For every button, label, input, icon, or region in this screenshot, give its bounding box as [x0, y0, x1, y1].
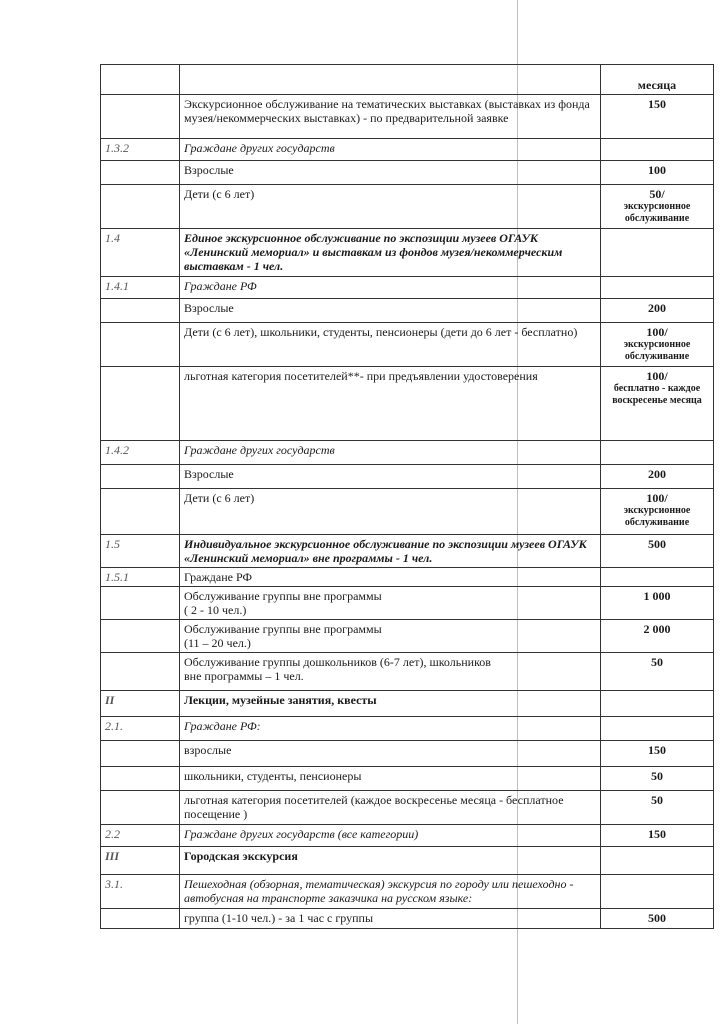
description-cell: Граждане других государств (все категории)	[180, 825, 601, 847]
table-row	[101, 161, 714, 185]
price-cell: 500	[601, 535, 714, 568]
price-cell: 200	[601, 465, 714, 489]
description-cell: группа (1-10 чел.) - за 1 час с группы	[180, 909, 601, 929]
price-cell: 100/ бесплатно - каждое воскресенье месяца	[601, 367, 714, 441]
table-row	[101, 277, 714, 299]
table-row	[101, 875, 714, 909]
description-cell: Граждане РФ	[180, 568, 601, 587]
price-cell: 50	[601, 791, 714, 825]
table-row	[101, 620, 714, 653]
table-row	[101, 95, 714, 139]
table-row	[101, 791, 714, 825]
table-row	[101, 367, 714, 441]
section-number: II	[101, 691, 180, 717]
price-cell: 500	[601, 909, 714, 929]
table-row	[101, 323, 714, 367]
price-cell: 50	[601, 653, 714, 691]
price-cell: 50	[601, 767, 714, 791]
description-cell: Единое экскурсионное обслуживание по экспозиции музеев ОГАУК «Ленинский мемориал» и выставкам из фондов музея/некоммерческим выставкам - 1 чел.	[180, 229, 601, 277]
description-cell: Дети (с 6 лет)	[180, 489, 601, 535]
section-title: Городская экскурсия	[180, 847, 601, 875]
price-cell: 100/ экскурсионное обслуживание	[601, 323, 714, 367]
item-number: 1.5.1	[101, 568, 180, 587]
description-cell: Дети (с 6 лет)	[180, 185, 601, 229]
description-cell: Граждане РФ	[180, 277, 601, 299]
item-number: 1.4.2	[101, 441, 180, 465]
description-cell: Граждане других государств	[180, 441, 601, 465]
table-row	[101, 465, 714, 489]
table-row	[101, 741, 714, 767]
table-row	[101, 185, 714, 229]
table-row	[101, 441, 714, 465]
description-cell: Взрослые	[180, 161, 601, 185]
table-row	[101, 909, 714, 929]
price-cell: 150	[601, 825, 714, 847]
table-row	[101, 767, 714, 791]
table-row	[101, 847, 714, 875]
table-row	[101, 229, 714, 277]
table-row	[101, 653, 714, 691]
table-row	[101, 825, 714, 847]
table-row	[101, 587, 714, 620]
price-table	[100, 64, 714, 929]
description-cell: Взрослые	[180, 465, 601, 489]
price-cell: 50/ экскурсионное обслуживание	[601, 185, 714, 229]
item-number: 1.3.2	[101, 139, 180, 161]
table-row	[101, 489, 714, 535]
section-number: III	[101, 847, 180, 875]
item-number: 3.1.	[101, 875, 180, 909]
price-cell: 150	[601, 95, 714, 139]
description-cell: Обслуживание группы вне программы (11 – 20 чел.)	[180, 620, 601, 653]
item-number: 2.2	[101, 825, 180, 847]
description-cell: Дети (с 6 лет), школьники, студенты, пенсионеры (дети до 6 лет - бесплатно)	[180, 323, 601, 367]
price-cell: 200	[601, 299, 714, 323]
description-cell: Обслуживание группы вне программы ( 2 - 10 чел.)	[180, 587, 601, 620]
table-row	[101, 139, 714, 161]
table-row	[101, 65, 714, 95]
description-cell: Индивидуальное экскурсионное обслуживание по экспозиции музеев ОГАУК «Ленинский мемориал» вне программы - 1 чел.	[180, 535, 601, 568]
description-cell: Взрослые	[180, 299, 601, 323]
item-number: 2.1.	[101, 717, 180, 741]
price-cell: 100	[601, 161, 714, 185]
description-cell: Обслуживание группы дошкольников (6-7 лет), школьников вне программы – 1 чел.	[180, 653, 601, 691]
item-number: 1.5	[101, 535, 180, 568]
description-cell: Пешеходная (обзорная, тематическая) экскурсия по городу или пешеходно - автобусная на транспорте заказчика на русском языке:	[180, 875, 601, 909]
price-cell: 100/ экскурсионное обслуживание	[601, 489, 714, 535]
description-cell: льготная категория посетителей (каждое воскресенье месяца - бесплатное посещение )	[180, 791, 601, 825]
table-row	[101, 717, 714, 741]
table-row	[101, 299, 714, 323]
price-cell: 150	[601, 741, 714, 767]
item-number: 1.4.1	[101, 277, 180, 299]
description-cell: льготная категория посетителей**- при предъявлении удостоверения	[180, 367, 601, 441]
description-cell: школьники, студенты, пенсионеры	[180, 767, 601, 791]
table-row	[101, 535, 714, 568]
description-cell: взрослые	[180, 741, 601, 767]
price-cell: 1 000	[601, 587, 714, 620]
table-row	[101, 691, 714, 717]
price-cell: 2 000	[601, 620, 714, 653]
description-cell: Граждане других государств	[180, 139, 601, 161]
item-number: 1.4	[101, 229, 180, 277]
description-cell: Экскурсионное обслуживание на тематических выставках (выставках из фонда музея/некоммерческих выставках) - по предварительной заявке	[180, 95, 601, 139]
description-cell: Граждане РФ:	[180, 717, 601, 741]
table-row	[101, 568, 714, 587]
price-cell: месяца	[601, 65, 714, 95]
section-title: Лекции, музейные занятия, квесты	[180, 691, 601, 717]
